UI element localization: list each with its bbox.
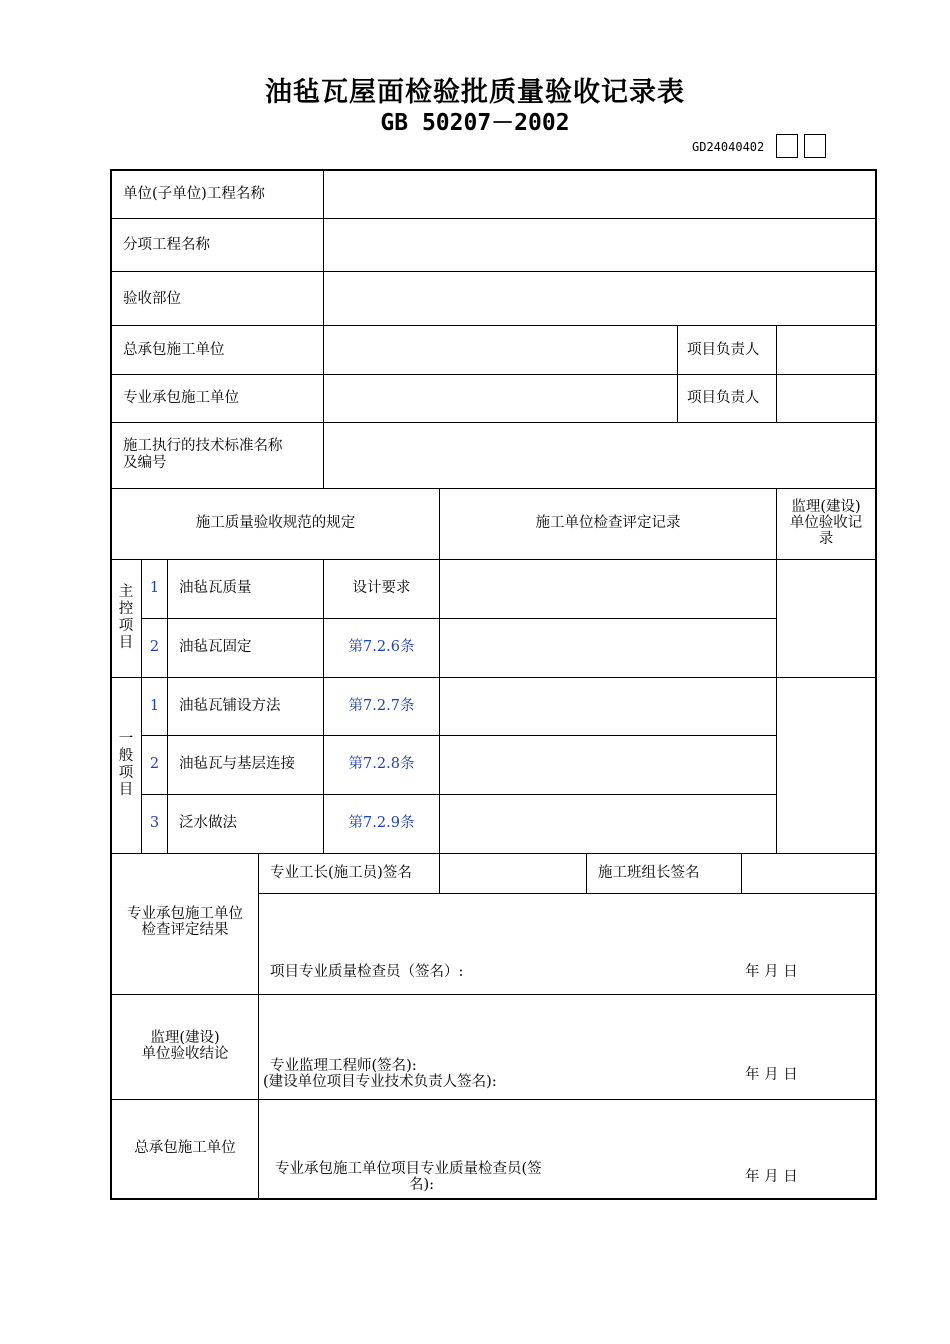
general-item-record-field[interactable] [441, 737, 775, 793]
standard-name-field[interactable] [325, 424, 874, 487]
main-item-no: 2 [149, 639, 160, 655]
spec-header: 施工质量验收规范的规定 [195, 515, 356, 531]
standard-number: GB 50207－2002 [380, 110, 570, 136]
main-item-record-field[interactable] [441, 620, 775, 676]
supervision-header-1: 监理(建设) [791, 499, 861, 515]
quality-inspector-label: 项目专业质量检查员（签名）: [270, 964, 464, 980]
general-item-requirement: 第7.2.7条 [348, 698, 415, 714]
supervision-conclusion-label-2: 单位验收结论 [141, 1046, 229, 1062]
unit-name-label: 单位(子单位)工程名称 [123, 186, 265, 202]
general-item-name: 油毡瓦铺设方法 [179, 698, 281, 714]
specialty-inspector-label: 专业承包施工单位项目专业质量检查员(签 [275, 1161, 542, 1177]
col-divider [439, 488, 440, 853]
specialty-contractor-label: 专业承包施工单位 [123, 390, 239, 406]
general-item-no: 3 [149, 815, 160, 831]
general-item-record-field[interactable] [441, 796, 775, 852]
record-header: 施工单位检查评定记录 [535, 515, 681, 531]
project-manager-field[interactable] [778, 327, 874, 373]
row-divider [141, 794, 776, 795]
main-item-name: 油毡瓦质量 [179, 580, 252, 596]
general-items-supervision-field[interactable] [778, 679, 874, 852]
acceptance-part-label: 验收部位 [123, 291, 181, 307]
project-manager-label-2: 项目负责人 [687, 390, 760, 406]
project-manager-field-2[interactable] [778, 376, 874, 421]
row-divider [111, 218, 876, 219]
row-divider [258, 893, 876, 894]
supervision-header-3: 录 [818, 531, 834, 547]
general-item-name: 泛水做法 [179, 815, 237, 831]
acceptance-part-field[interactable] [325, 273, 874, 324]
row-divider [111, 488, 876, 489]
general-items-label: 一 般 项 目 [118, 731, 134, 798]
code-box-2[interactable] [804, 134, 826, 158]
specialty-contractor-field[interactable] [325, 376, 676, 421]
date-label: 年 月 日 [745, 1169, 798, 1185]
general-item-name: 油毡瓦与基层连接 [179, 756, 295, 772]
form-code: GD24040402 [692, 140, 765, 154]
general-item-record-field[interactable] [441, 679, 775, 734]
subitem-name-label: 分项工程名称 [123, 237, 210, 253]
col-divider [167, 559, 168, 853]
row-divider [111, 677, 876, 678]
main-item-requirement: 第7.2.6条 [348, 639, 415, 655]
row-divider [111, 422, 876, 423]
main-item-name: 油毡瓦固定 [179, 639, 252, 655]
main-items-label: 主 控 项 目 [118, 584, 134, 651]
main-item-no: 1 [149, 580, 160, 596]
row-divider [111, 559, 876, 560]
row-divider [111, 853, 876, 854]
col-divider [323, 171, 324, 488]
general-item-no: 2 [149, 756, 160, 772]
contractor-result-label: 专业承包施工单位 [127, 906, 243, 922]
subitem-name-field[interactable] [325, 220, 874, 270]
supervision-conclusion-label: 监理(建设) [150, 1030, 220, 1046]
main-items-supervision-field[interactable] [778, 561, 874, 676]
general-item-no: 1 [149, 698, 160, 714]
owner-rep-label: (建设单位项目专业技术负责人签名): [263, 1074, 497, 1090]
standard-name-label: 施工执行的技术标准名称 [123, 438, 283, 454]
main-item-record-field[interactable] [441, 561, 775, 617]
row-divider [111, 325, 876, 326]
general-contractor-label: 总承包施工单位 [123, 342, 225, 358]
row-divider [111, 1099, 876, 1100]
col-divider [741, 853, 742, 893]
col-divider [439, 853, 440, 893]
row-divider [111, 994, 876, 995]
unit-name-field[interactable] [325, 172, 874, 217]
col-divider [586, 853, 587, 893]
project-manager-label: 项目负责人 [687, 342, 760, 358]
col-divider [258, 853, 259, 1198]
general-contractor-signoff-label: 总承包施工单位 [134, 1140, 236, 1156]
contractor-result-label-2: 检查评定结果 [141, 922, 229, 938]
team-leader-sign-label: 施工班组长签名 [598, 865, 700, 881]
foreman-sign-field[interactable] [441, 855, 585, 892]
date-label: 年 月 日 [745, 964, 798, 980]
col-divider [776, 325, 777, 422]
row-divider [111, 374, 876, 375]
foreman-sign-label: 专业工长(施工员)签名 [270, 865, 412, 881]
standard-name-label-2: 及编号 [123, 455, 167, 471]
row-divider [111, 271, 876, 272]
general-item-requirement: 第7.2.9条 [348, 815, 415, 831]
general-contractor-field[interactable] [325, 327, 676, 373]
main-item-requirement: 设计要求 [352, 580, 411, 596]
row-divider [141, 618, 776, 619]
page-title: 油毡瓦屋面检验批质量验收记录表 [265, 77, 685, 108]
supervision-header-2: 单位验收记 [789, 515, 863, 531]
team-leader-sign-field[interactable] [743, 855, 874, 892]
code-box-1[interactable] [776, 134, 798, 158]
specialty-inspector-label-2: 名): [409, 1177, 435, 1193]
general-item-requirement: 第7.2.8条 [348, 756, 415, 772]
date-label: 年 月 日 [745, 1067, 798, 1083]
row-divider [141, 735, 776, 736]
col-divider [677, 325, 678, 422]
supervision-engineer-label: 专业监理工程师(签名): [270, 1058, 417, 1074]
